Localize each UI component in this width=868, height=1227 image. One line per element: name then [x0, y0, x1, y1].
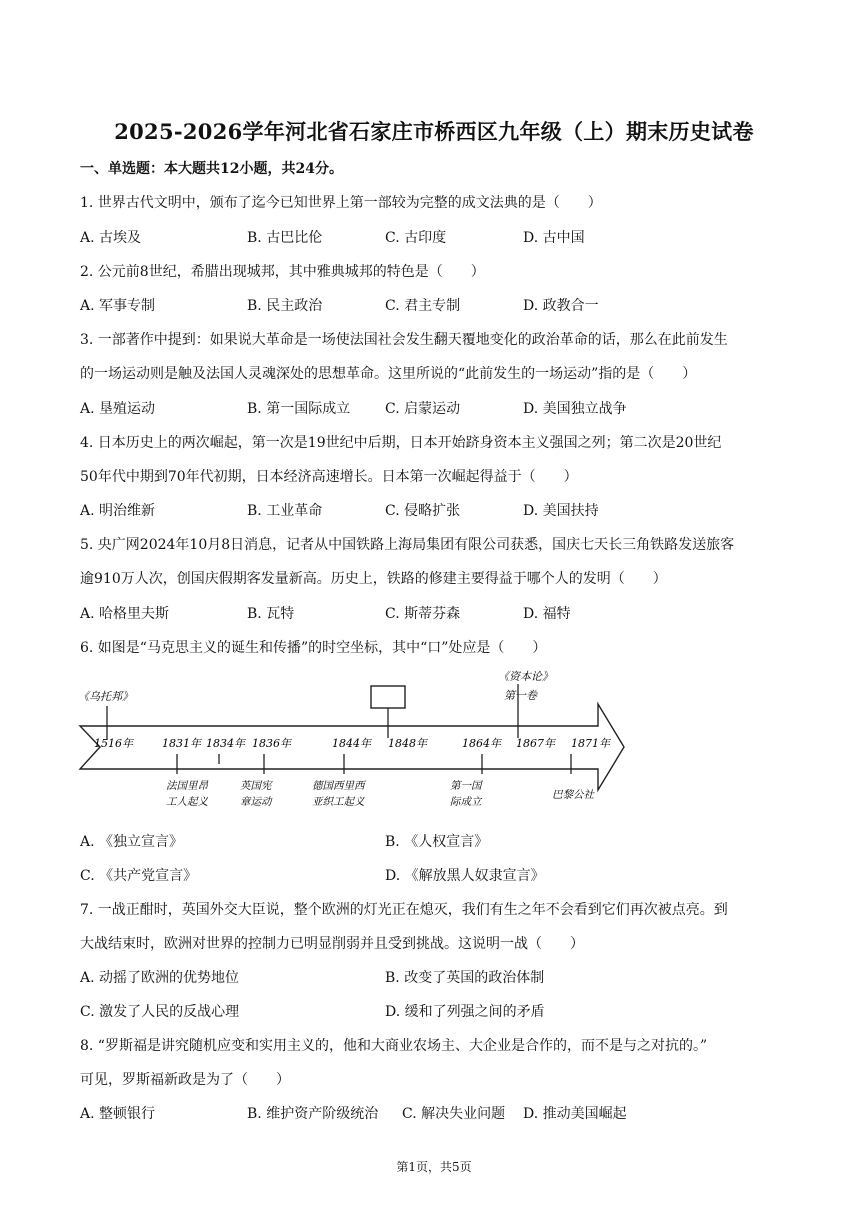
timeline-event-label: 工人起义 [166, 796, 208, 808]
timeline-event-label: 第一国 [450, 780, 482, 792]
timeline-year-label: 1867年 [516, 737, 555, 750]
timeline-year-label: 1834年 [206, 737, 245, 750]
q5-option-a: A. 哈格里夫斯 [80, 606, 170, 622]
q6-option-d: D. 《解放黑人奴隶宣言》 [385, 868, 545, 884]
q7-option-b: B. 改变了英国的政治体制 [385, 970, 545, 986]
page-title: 2025-2026学年河北省石家庄市桥西区九年级（上）期末历史试卷 [114, 119, 754, 144]
q4-option-a: A. 明治维新 [80, 503, 156, 519]
q1-option-d: D. 古中国 [523, 230, 585, 246]
timeline-year-label: 1871年 [571, 737, 610, 750]
question-6-stem: 6. 如图是“马克思主义的诞生和传播”的时空坐标，其中“口”处应是（ ） [80, 640, 547, 656]
q5-option-b: B. 瓦特 [247, 606, 295, 622]
q4-option-c: C. 侵略扩张 [385, 503, 461, 519]
timeline-event-label: 英国宪 [240, 780, 272, 792]
q2-option-c: C. 君主专制 [385, 298, 461, 314]
question-1-stem: 1. 世界古代文明中，颁布了迄今已知世界上第一部较为完整的成文法典的是（ ） [80, 195, 602, 211]
question-4-stem-line1: 4. 日本历史上的两次崛起，第一次是19世纪中后期，日本开始跻身资本主义强国之列；第二次是20世纪 [80, 435, 722, 451]
q8-option-b: B. 维护资产阶级统治 [247, 1106, 379, 1122]
timeline-figure [74, 666, 630, 812]
label-das-kapital: 《资本论》 [498, 670, 553, 683]
blank-answer-box [371, 686, 405, 708]
question-4-stem-line2: 50年代中期到70年代初期，日本经济高速增长。日本第一次崛起得益于（ ） [80, 469, 578, 485]
q8-option-a: A. 整顿银行 [80, 1106, 156, 1122]
question-8-stem-line1: 8. “罗斯福是讲究随机应变和实用主义的，他和大商业农场主、大企业是合作的，而不是与之对抗的。” [80, 1038, 708, 1054]
question-5-stem-line2: 逾910万人次，创国庆假期客发量新高。历史上，铁路的修建主要得益于哪个人的发明（ ） [80, 571, 667, 587]
q3-option-b: B. 第一国际成立 [247, 401, 351, 417]
timeline-year-label: 1831年 [162, 737, 201, 750]
question-2-stem: 2. 公元前8世纪，希腊出现城邦，其中雅典城邦的特色是（ ） [80, 264, 485, 280]
q5-option-c: C. 斯蒂芬森 [385, 606, 461, 622]
q4-option-d: D. 美国扶持 [523, 503, 599, 519]
q7-option-d: D. 缓和了列强之间的矛盾 [385, 1004, 545, 1020]
q5-option-d: D. 福特 [523, 606, 571, 622]
label-das-kapital-vol1: 第一卷 [504, 689, 537, 702]
q1-option-b: B. 古巴比伦 [247, 230, 323, 246]
q6-option-a: A. 《独立宣言》 [80, 834, 184, 850]
q2-option-b: B. 民主政治 [247, 298, 323, 314]
timeline-year-label: 1516年 [94, 737, 133, 750]
question-5-stem-line1: 5. 央广网2024年10月8日消息，记者从中国铁路上海局集团有限公司获悉，国庆七天长三角铁路发送旅客 [80, 537, 735, 553]
q6-option-b: B. 《人权宣言》 [385, 834, 489, 850]
timeline-event-label: 巴黎公社 [552, 789, 594, 801]
question-7-stem-line1: 7. 一战正酣时，英国外交大臣说，整个欧洲的灯光正在熄灭，我们有生之年不会看到它们再次被点亮。到 [80, 902, 728, 918]
q1-option-c: C. 古印度 [385, 230, 447, 246]
timeline-year-label: 1844年 [332, 737, 371, 750]
q3-option-c: C. 启蒙运动 [385, 401, 461, 417]
q8-option-d: D. 推动美国崛起 [523, 1106, 627, 1122]
timeline-event-label: 法国里昂 [166, 780, 208, 792]
q7-option-c: C. 激发了人民的反战心理 [80, 1004, 240, 1020]
timeline-event-label: 德国西里西 [312, 780, 365, 792]
timeline-event-label: 章运动 [240, 796, 272, 808]
timeline-year-label: 1848年 [388, 737, 427, 750]
timeline-year-label: 1864年 [462, 737, 501, 750]
question-7-stem-line2: 大战结束时，欧洲对世界的控制力已明显削弱并且受到挑战。这说明一战（ ） [80, 936, 584, 952]
q2-option-d: D. 政教合一 [523, 298, 599, 314]
q2-option-a: A. 军事专制 [80, 298, 156, 314]
question-8-stem-line2: 可见，罗斯福新政是为了（ ） [80, 1072, 290, 1088]
section-heading: 一、单选题：本大题共12小题，共24分。 [80, 161, 343, 177]
q4-option-b: B. 工业革命 [247, 503, 323, 519]
timeline-event-label: 际成立 [450, 796, 482, 808]
q7-option-a: A. 动摇了欧洲的优势地位 [80, 970, 240, 986]
page-footer: 第1页，共5页 [396, 1160, 472, 1174]
q1-option-a: A. 古埃及 [80, 230, 142, 246]
question-3-stem-line2: 的一场运动则是触及法国人灵魂深处的思想革命。这里所说的“此前发生的一场运动”指的是（ ） [80, 366, 697, 382]
question-3-stem-line1: 3. 一部著作中提到：如果说大革命是一场使法国社会发生翻天覆地变化的政治革命的话，那么在此前发生 [80, 332, 728, 348]
q3-option-a: A. 垦殖运动 [80, 401, 156, 417]
q8-option-c: C. 解决失业问题 [402, 1106, 506, 1122]
label-utopia: 《乌托邦》 [78, 690, 133, 703]
timeline-year-label: 1836年 [252, 737, 291, 750]
q3-option-d: D. 美国独立战争 [523, 401, 627, 417]
timeline-event-label: 亚织工起义 [312, 796, 365, 808]
q6-option-c: C. 《共产党宣言》 [80, 868, 198, 884]
